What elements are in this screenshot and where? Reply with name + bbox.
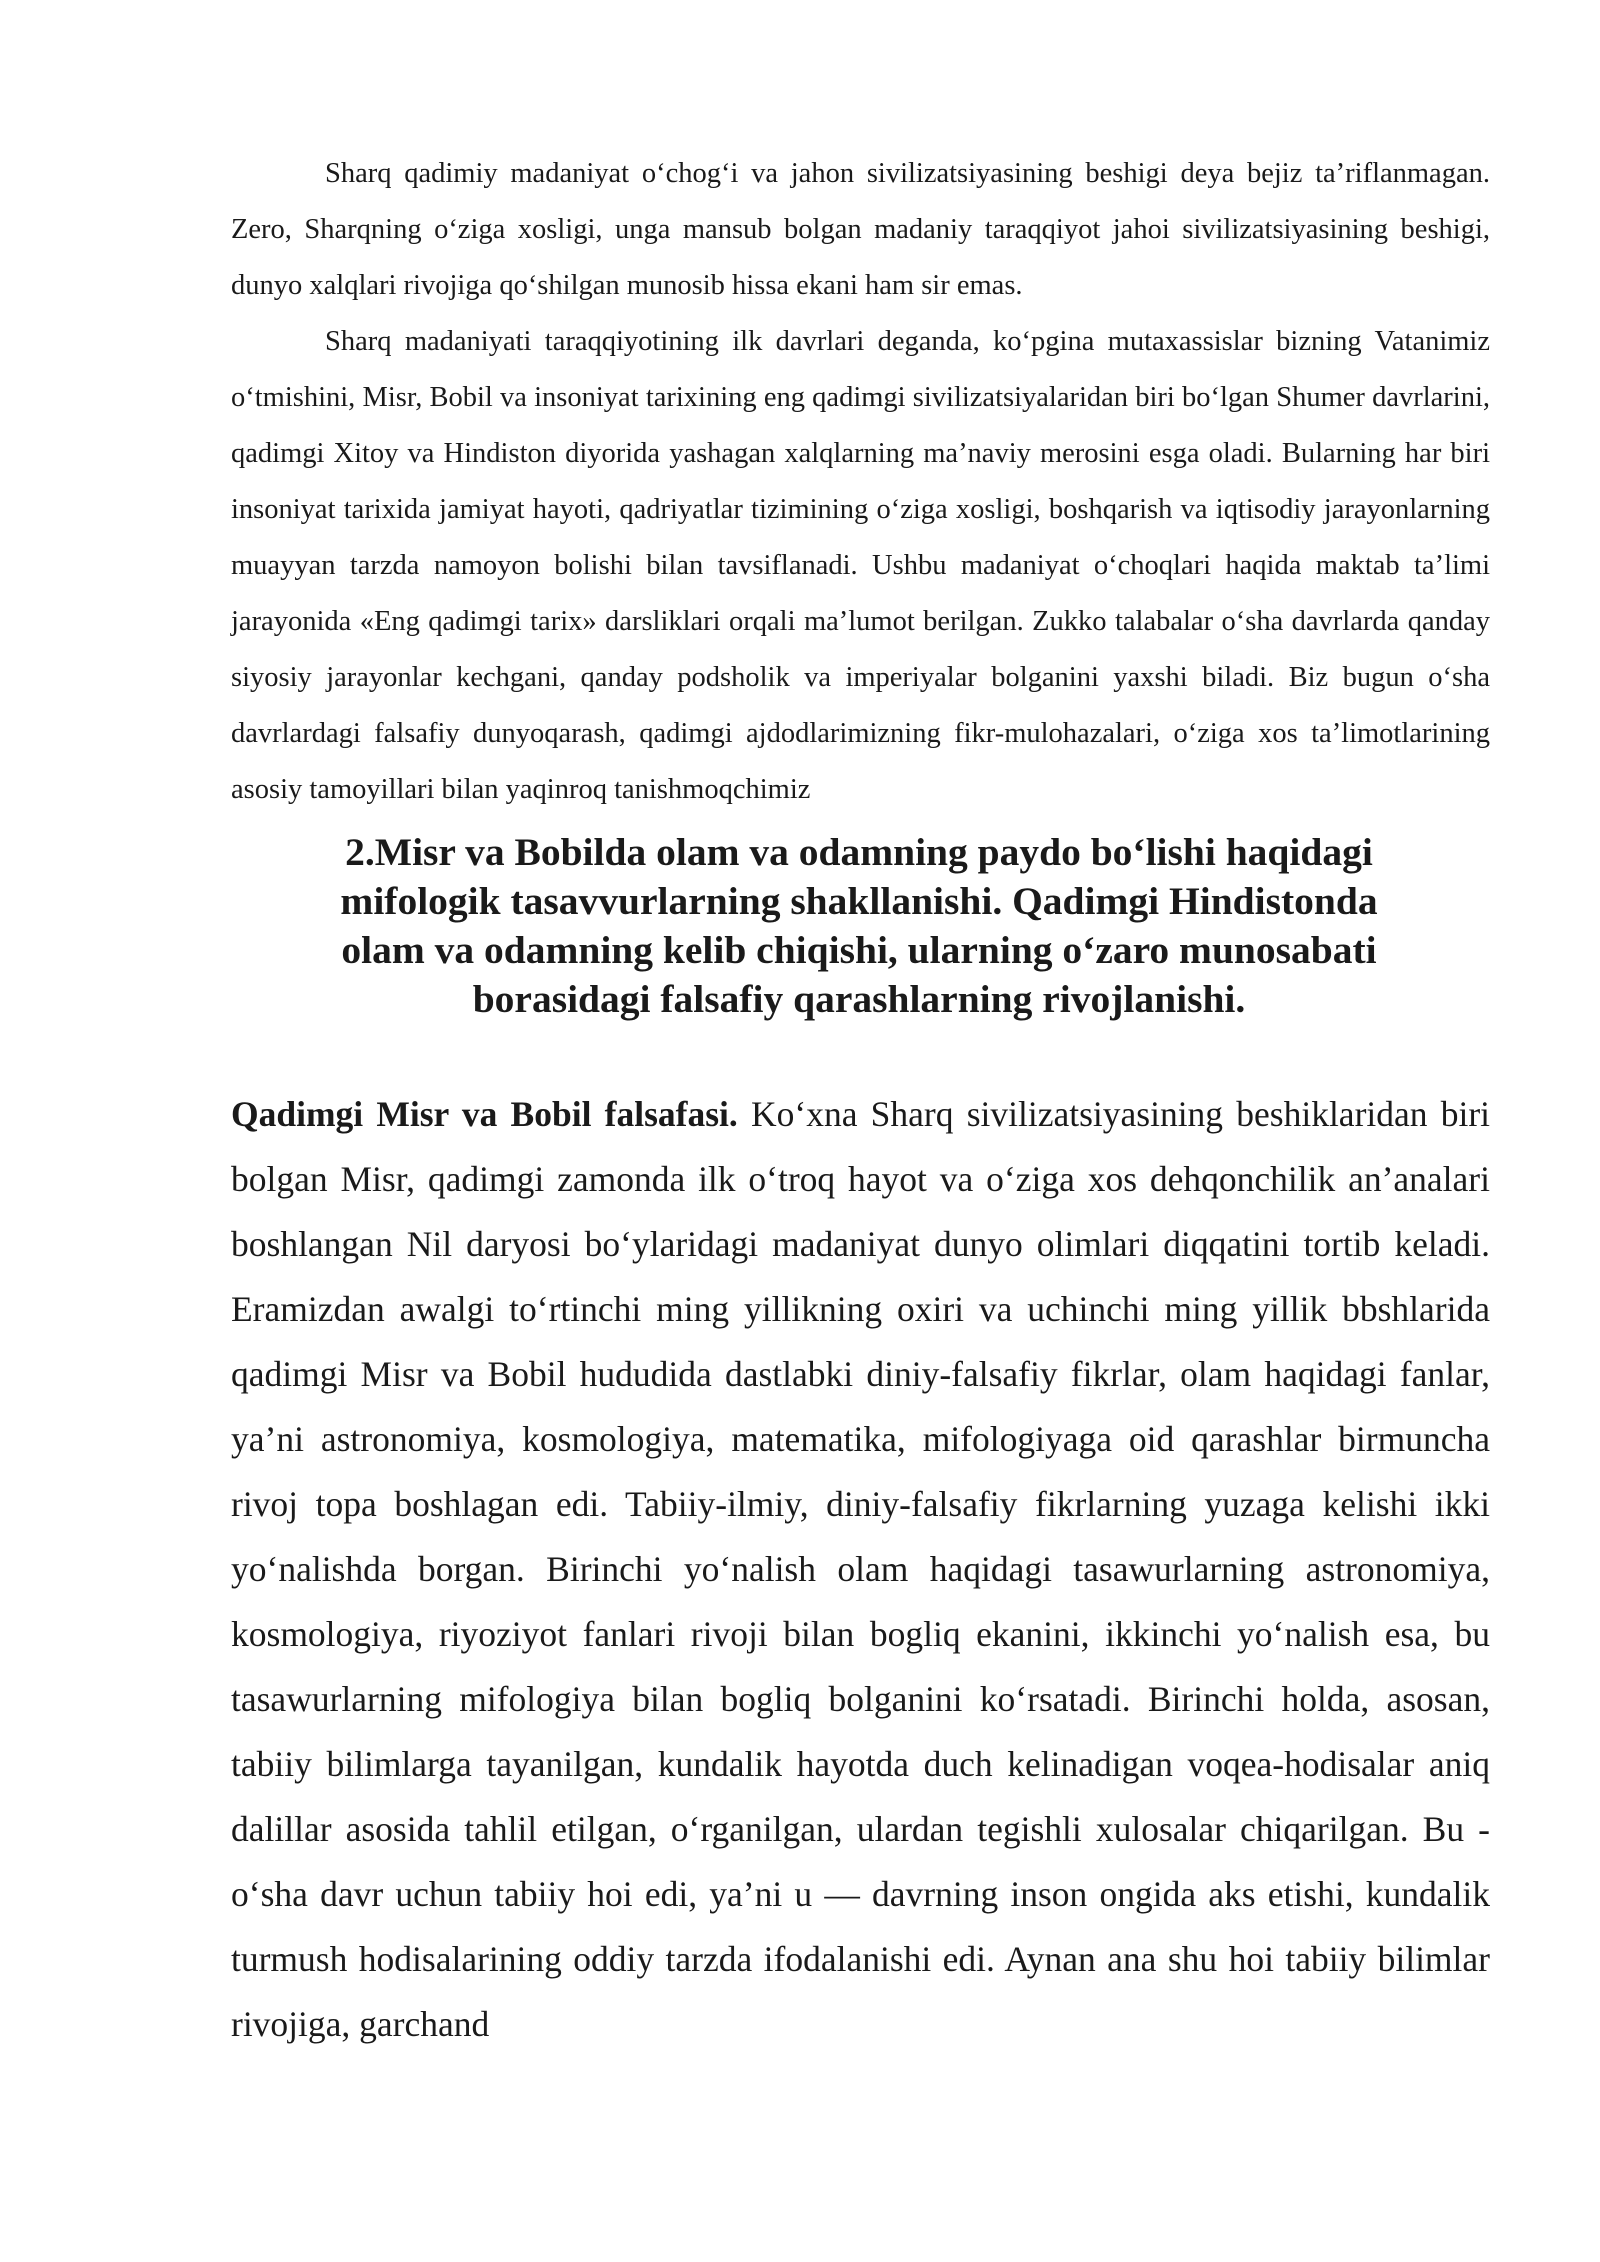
body-paragraph xyxy=(231,1082,1490,2057)
context-paragraph: Sharq madaniyati taraqqiyotining ilk davrlari deganda, ko‘pgina mutaxassislar bizning Vatanimiz o‘tmishini, Misr, Bobil va insoniyat tarixining eng qadimgi sivilizatsiyalaridan biri bo‘lgan Shumer davrlarini, qadimgi Xitoy va Hindiston diyorida yashagan xalqlarning ma’naviy merosini esga oladi. Bularning har biri insoniyat tarixida jamiyat hayoti, qadriyatlar tizimining o‘ziga xosligi, boshqarish va iqtisodiy jarayonlarning muayyan tarzda namoyon bolishi bilan tavsiflanadi. Ushbu madaniyat o‘choqlari haqida maktab ta’limi jarayonida «Eng qadimgi tarix» darsliklari orqali ma’lumot berilgan. Zukko talabalar o‘sha davrlarda qanday siyosiy jarayonlar kechgani, qanday podsholik va imperiyalar bolganini yaxshi biladi. Biz bugun o‘sha davrlardagi falsafiy dunyoqarash, qadimgi ajdodlarimizning fikr-mulohazalari, o‘ziga xos ta’limotlarining asosiy tamoyillari bilan yaqinroq tanishmoqchimiz xyxy=(231,326,1490,805)
document-page xyxy=(231,146,1490,2057)
section-heading: 2.Misr va Bobilda olam va odamning paydo bo‘lishi haqidagi mifologik tasavvurlarning shakllanishi. Qadimgi Hindistonda olam va odamning kelib chiqishi, ularning o‘zaro munosabati borasidagi falsafiy qarashlarning rivojlanishi. xyxy=(340,830,1378,1021)
intro-paragraph: Sharq qadimiy madaniyat o‘chog‘i va jahon sivilizatsiyasining beshigi deya bejiz ta’riflanmagan. Zero, Sharqning o‘ziga xosligi, unga mansub bolgan madaniy taraqqiyot jahoi sivilizatsiyasining beshigi, dunyo xalqlari rivojiga qo‘shilgan munosib hissa ekani ham sir emas. xyxy=(231,158,1490,301)
paragraph-body-text: Ko‘xna Sharq sivilizatsiyasining beshiklaridan biri bolgan Misr, qadimgi zamonda ilk o‘troq hayot va o‘ziga xos dehqonchilik an’analari boshlangan Nil daryosi bo‘ylaridagi madaniyat dunyo olimlari diqqatini tortib keladi. Eramizdan awalgi to‘rtinchi ming yillikning oxiri va uchinchi ming yillik bbshlarida qadimgi Misr va Bobil hududida dastlabki diniy-falsafiy fikrlar, olam haqidagi fanlar, ya’ni astronomiya, kosmologiya, matematika, mifologiyaga oid qarashlar birmuncha rivoj topa boshlagan edi. Tabiiy-ilmiy, diniy-falsafiy fikrlarning yuzaga kelishi ikki yo‘nalishda borgan. Birinchi yo‘nalish olam haqidagi tasawurlarning astronomiya, kosmologiya, riyoziyot fanlari rivoji bilan bogliq ekanini, ikkinchi yo‘nalish esa, bu tasawurlarning mifologiya bilan bogliq bolganini ko‘rsatadi. Birinchi holda, asosan, tabiiy bilimlarga tayanilgan, kundalik hayotda duch kelinadigan voqea-hodisalar aniq dalillar asosida tahlil etilgan, o‘rganilgan, ulardan tegishli xulosalar chiqarilgan. Bu - o‘sha davr uchun tabiiy hoi edi, ya’ni u — davrning inson ongida aks etishi, kundalik turmush hodisalarining oddiy tarzda ifodalanishi edi. Aynan ana shu hoi tabiiy bilimlar rivojiga, garchand xyxy=(231,1094,1491,2044)
paragraph-lead-title: Qadimgi Misr va Bobil falsafasi. xyxy=(231,1094,738,1134)
